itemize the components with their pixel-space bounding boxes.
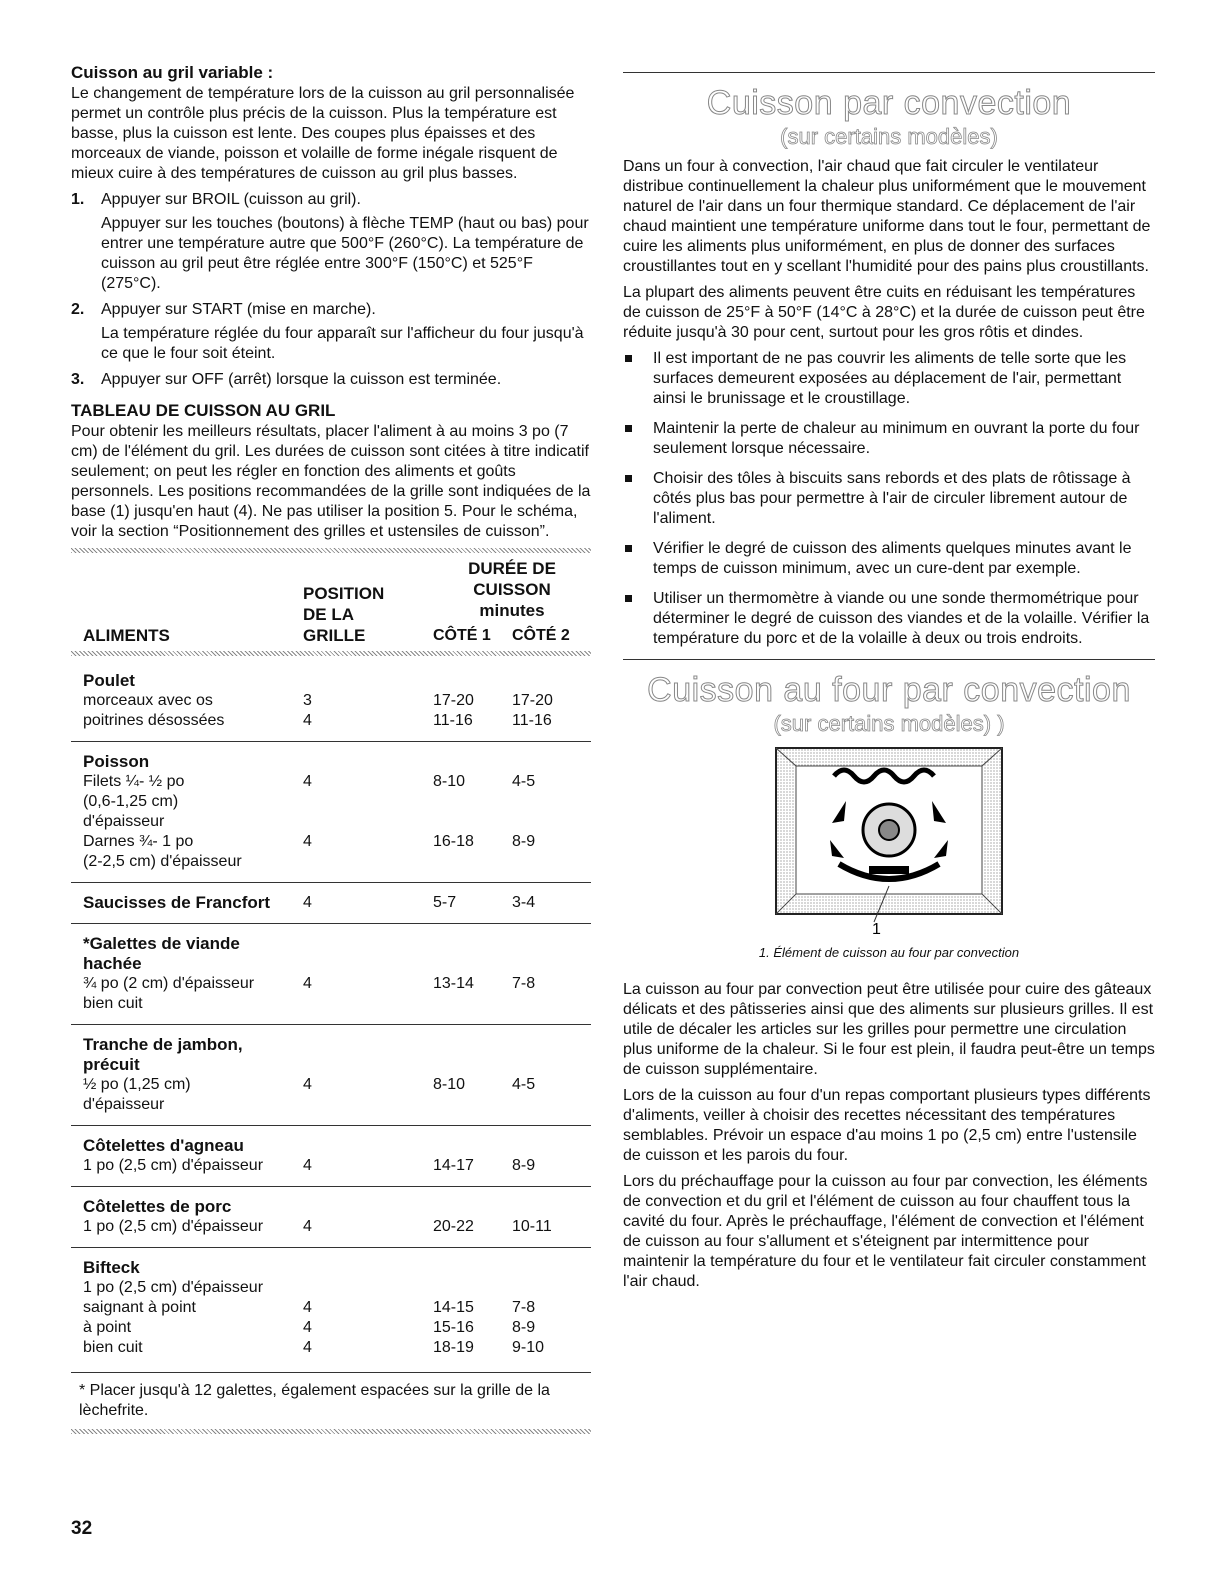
- cell-side-1: [433, 852, 512, 883]
- table-row: [71, 1095, 591, 1126]
- table-row: [71, 1156, 591, 1187]
- step-2: [71, 300, 591, 364]
- convection-paragraph-2: La plupart des aliments peuvent être cuits en réduisant les températures de cuisson de 25°F à 50°F (14°C à 28°C) et la durée de cuisson peut être réduite jusqu'à 30 pour cent, surtout pour les gros rôtis et dindes.: [623, 284, 1145, 341]
- page-number: 32: [71, 1518, 93, 1539]
- cell-side-1: [433, 1278, 512, 1298]
- cell-position: 4: [303, 1319, 312, 1336]
- left-column: [71, 62, 591, 1439]
- group-title: Poulet: [83, 671, 135, 690]
- group-title: Tranche de jambon,: [71, 1025, 591, 1056]
- convection-bake-subtitle: (sur certains modèles) ): [773, 711, 1005, 736]
- group-title: Poisson: [71, 742, 591, 773]
- table-row: [71, 1075, 591, 1095]
- cell-side-2: [512, 792, 591, 812]
- cell-side-2: [512, 812, 591, 832]
- cell-side-1: 15-16: [433, 1319, 474, 1336]
- cell-position: 4: [303, 1157, 312, 1174]
- table-row: [71, 832, 591, 852]
- table-row: [71, 792, 591, 812]
- cell-side-1: [433, 792, 512, 812]
- hatch-divider: [71, 548, 591, 553]
- cell-side-1: [433, 1095, 512, 1126]
- broil-steps: [71, 190, 591, 390]
- cell-side-1: 16-18: [433, 833, 474, 850]
- cell-side-2: 3-4: [512, 883, 591, 924]
- cell-food: 1 po (2,5 cm) d'épaisseur: [83, 1279, 264, 1296]
- convection-title: Cuisson par convection: [706, 84, 1072, 122]
- convection-bake-paragraph-2: Lors de la cuisson au four d'un repas comportant plusieurs types différents d'aliments, veiller à choisir des recettes nécessitant des températures semblables. Prévoir un espace d'au moins 1 po (2,5 cm) entre l'ustensile de cuisson et les parois du four.: [623, 1087, 1151, 1164]
- right-column: [623, 62, 1155, 1298]
- figure-caption: 1. Élément de cuisson au four par convection: [758, 945, 1020, 960]
- cell-position: 4: [303, 1339, 312, 1356]
- convection-bake-paragraph-3: Lors du préchauffage pour la cuisson au four par convection, les éléments de convection et du gril et l'élément de cuisson au four chauffent tous la cavité du four. Après le préchauffage, l'élément de convection et l'élément de cuisson au four s'allument et s'éteignent par intermittence pour maintenir la température du four et le ventilateur fait circuler constamment l'air chaud.: [623, 1173, 1148, 1290]
- step-detail: Appuyer sur les touches (boutons) à flèche TEMP (haut ou bas) pour entrer une température autre que 500°F (260°C). La température de cuisson au gril peut être réglée entre 300°F (150°C) et 525°F (275°C).: [101, 215, 589, 292]
- cell-side-1: 8-10: [433, 773, 466, 790]
- cell-side-2: [512, 1278, 591, 1298]
- cell-side-1: 17-20: [433, 692, 474, 709]
- table-row: [71, 772, 591, 792]
- cell-side-2: [512, 1055, 591, 1075]
- cell-food: Darnes ¾- 1 po: [83, 833, 194, 850]
- cell-position: 4: [303, 883, 433, 924]
- table-group-header: [71, 1248, 591, 1279]
- col-position: POSITION DE LA GRILLE: [303, 584, 385, 645]
- cell-side-1: [433, 1055, 512, 1075]
- cell-side-1: 11-16: [433, 712, 473, 729]
- cell-side-2: 9-10: [512, 1339, 545, 1356]
- table-row: [71, 1278, 591, 1298]
- convection-tips: [623, 349, 1155, 649]
- group-title: Bifteck: [71, 1248, 591, 1279]
- cell-side-2: 7-8: [512, 1299, 536, 1316]
- cell-position: [303, 792, 433, 812]
- table-row: [71, 1318, 591, 1338]
- cell-position: [303, 812, 433, 832]
- cell-position: [303, 1095, 433, 1126]
- cell-side-1: 18-19: [433, 1339, 474, 1356]
- table-group-header: [71, 661, 591, 691]
- col-food: ALIMENTS: [83, 626, 170, 645]
- cell-food: bien cuit: [83, 1339, 143, 1356]
- cell-position: 4: [303, 712, 312, 729]
- cell-side-2: 8-9: [512, 1319, 536, 1336]
- cell-side-2: [512, 852, 591, 883]
- cell-side-1: [433, 812, 512, 832]
- cell-food: 1 po (2,5 cm) d'épaisseur: [83, 1218, 264, 1235]
- cell-food: ½ po (1,25 cm): [83, 1076, 191, 1093]
- cell-food: Filets ¼- ½ po: [83, 773, 185, 790]
- col-duration: DURÉE DE CUISSON minutes: [468, 559, 556, 620]
- group-title: *Galettes de viande: [71, 924, 591, 955]
- section-rule: [623, 659, 1155, 660]
- table-row: [71, 711, 591, 742]
- cell-position: 4: [303, 1076, 312, 1093]
- group-title: Côtelettes de porc: [71, 1187, 591, 1218]
- cell-side-2: 8-9: [512, 1157, 536, 1174]
- table-row: [71, 691, 591, 711]
- step-text: Appuyer sur BROIL (cuisson au gril).: [101, 191, 361, 208]
- cell-food: ¾ po (2 cm) d'épaisseur: [83, 975, 255, 992]
- tip-item: Vérifier le degré de cuisson des aliments quelques minutes avant le temps de cuisson minimum, avec un cure-dent par exemple.: [623, 539, 1155, 579]
- cell-side-2: [512, 1095, 591, 1126]
- broil-table: [71, 558, 591, 1368]
- cell-food: à point: [83, 1319, 132, 1336]
- cell-side-2: [512, 954, 591, 974]
- variable-broil-intro: Le changement de température lors de la cuisson au gril personnalisée permet un contrôle plus précis de la cuisson. Plus la température est basse, plus la cuisson est lente. Des coupes plus épaisses et des morceaux de viande, poisson et volaille de forme inégale risquent de mieux cuire à des températures de cuisson au gril plus basses.: [71, 85, 575, 182]
- table-row: [71, 1298, 591, 1318]
- cell-side-2: 8-9: [512, 833, 536, 850]
- table-row: [71, 852, 591, 883]
- cell-food: poitrines désossées: [83, 712, 225, 729]
- cell-position: 4: [303, 1218, 312, 1235]
- table-group-header: [71, 883, 591, 924]
- cell-food: (0,6-1,25 cm): [83, 793, 179, 810]
- broil-table-title: TABLEAU DE CUISSON AU GRIL: [71, 401, 336, 420]
- cell-side-1: 20-22: [433, 1218, 474, 1235]
- cell-position: 3: [303, 692, 312, 709]
- cell-side-1: 14-15: [433, 1299, 474, 1316]
- col-side-1: CÔTÉ 1: [433, 627, 491, 644]
- cell-side-2: 4-5: [512, 773, 536, 790]
- group-title: Saucisses de Francfort: [71, 883, 303, 924]
- step-text: Appuyer sur OFF (arrêt) lorsque la cuisson est terminée.: [101, 371, 502, 388]
- step-detail: La température réglée du four apparaît sur l'afficheur du four jusqu'à ce que le four soit éteint.: [101, 325, 584, 362]
- col-side-2: CÔTÉ 2: [512, 627, 570, 644]
- cell-food: morceaux avec os: [83, 692, 213, 709]
- cell-position: 4: [303, 833, 312, 850]
- cell-position: [303, 1278, 433, 1298]
- cell-position: [303, 954, 433, 974]
- cell-food: d'épaisseur: [83, 1096, 165, 1113]
- hatch-divider: [71, 1429, 591, 1434]
- oven-illustration: [774, 746, 1004, 936]
- cell-side-1: 5-7: [433, 883, 512, 924]
- cell-side-2: 7-8: [512, 975, 536, 992]
- table-row: [71, 1055, 591, 1075]
- cell-position: 4: [303, 975, 312, 992]
- convection-oven-figure: [623, 746, 1155, 941]
- convection-subtitle: (sur certains modèles): [780, 124, 998, 149]
- table-group-header: [71, 1126, 591, 1157]
- cell-position: 4: [303, 773, 312, 790]
- figure-label: 1: [872, 921, 881, 936]
- table-row: [71, 812, 591, 832]
- cell-side-1: [433, 954, 512, 974]
- tip-item: Maintenir la perte de chaleur au minimum en ouvrant la porte du four seulement lorsque nécessaire.: [623, 419, 1155, 459]
- broil-table-body: [71, 661, 591, 1368]
- cell-side-1: 13-14: [433, 975, 474, 992]
- cell-position: [303, 1055, 433, 1075]
- cell-side-1: 8-10: [433, 1076, 466, 1093]
- table-group-header: [71, 1025, 591, 1056]
- cell-food: d'épaisseur: [83, 813, 165, 830]
- step-3: [71, 370, 591, 390]
- cell-food: 1 po (2,5 cm) d'épaisseur: [83, 1157, 264, 1174]
- tip-item: Utiliser un thermomètre à viande ou une sonde thermométrique pour déterminer le degré de cuisson des viandes et de la volaille. Vérifier la température du porc et de la volaille à deux ou trois endroits.: [623, 589, 1155, 649]
- group-title: Côtelettes d'agneau: [71, 1126, 591, 1157]
- hatch-divider: [71, 651, 591, 656]
- cell-side-1: [433, 994, 512, 1025]
- cell-side-1: 14-17: [433, 1157, 474, 1174]
- convection-bake-title: Cuisson au four par convection: [647, 671, 1131, 709]
- cell-side-2: 4-5: [512, 1076, 536, 1093]
- section-rule: [623, 72, 1155, 73]
- table-group-header: [71, 924, 591, 955]
- cell-side-2: [512, 994, 591, 1025]
- cell-food: saignant à point: [83, 1299, 196, 1316]
- step-number: 1.: [71, 191, 85, 208]
- cell-food: (2-2,5 cm) d'épaisseur: [83, 853, 242, 870]
- step-number: 3.: [71, 371, 85, 388]
- cell-food: hachée: [83, 954, 142, 973]
- cell-position: 4: [303, 1299, 312, 1316]
- table-row: [71, 1217, 591, 1248]
- step-1: [71, 190, 591, 294]
- step-text: Appuyer sur START (mise en marche).: [101, 301, 376, 318]
- cell-food: bien cuit: [83, 995, 143, 1012]
- cell-side-2: 17-20: [512, 692, 553, 709]
- cell-position: [303, 852, 433, 883]
- table-row: [71, 994, 591, 1025]
- cell-position: [303, 994, 433, 1025]
- table-group-header: [71, 742, 591, 773]
- convection-bake-paragraph-1: La cuisson au four par convection peut être utilisée pour cuire des gâteaux délicats et des pâtisseries ainsi que des aliments sur plusieurs grilles. Il est utile de décaler les articles sur les grilles pour permettre une circulation plus uniforme de la chaleur. Si le four est plein, il faudra peut-être un temps de cuisson supplémentaire.: [623, 981, 1155, 1078]
- tip-item: Il est important de ne pas couvrir les aliments de telle sorte que les surfaces demeurent exposées au déplacement de l'air, permettant ainsi le brunissage et le croustillage.: [623, 349, 1155, 409]
- cell-food: précuit: [83, 1055, 140, 1074]
- convection-paragraph-1: Dans un four à convection, l'air chaud que fait circuler le ventilateur distribue continuellement la chaleur plus uniformément que le mouvement naturel de l'air dans un four thermique standard. Ce déplacement de l'air chaud maintient une température uniforme dans tout le four, permettant de cuire les aliments plus uniformément, en plus de donner des surfaces croustillantes tout en y scellant l'humidité pour des pains plus croustillants.: [623, 158, 1151, 275]
- table-row: [71, 974, 591, 994]
- table-footnote: * Placer jusqu'à 12 galettes, également espacées sur la grille de la lèchefrite.: [71, 1372, 591, 1421]
- broil-table-intro: Pour obtenir les meilleurs résultats, placer l'aliment à au moins 3 po (7 cm) de l'élément du gril. Les durées de cuisson sont citées à titre indicatif seulement; on peut les régler en fonction des aliments et goûts personnels. Les positions recommandées de la grille sont indiquées de la base (1) jusqu'en haut (4). Ne pas utiliser la position 5. Pour le schéma, voir la section “Positionnement des grilles et ustensiles de cuisson”.: [71, 423, 591, 540]
- table-group-header: [71, 1187, 591, 1218]
- cell-side-2: 10-11: [512, 1218, 552, 1235]
- table-row: [71, 1338, 591, 1368]
- tip-item: Choisir des tôles à biscuits sans rebords et des plats de rôtissage à côtés plus bas pour permettre à l'air de circuler librement autour de l'aliment.: [623, 469, 1155, 529]
- cell-side-2: 11-16: [512, 712, 552, 729]
- table-row: [71, 954, 591, 974]
- variable-broil-title: Cuisson au gril variable :: [71, 63, 274, 82]
- step-number: 2.: [71, 301, 85, 318]
